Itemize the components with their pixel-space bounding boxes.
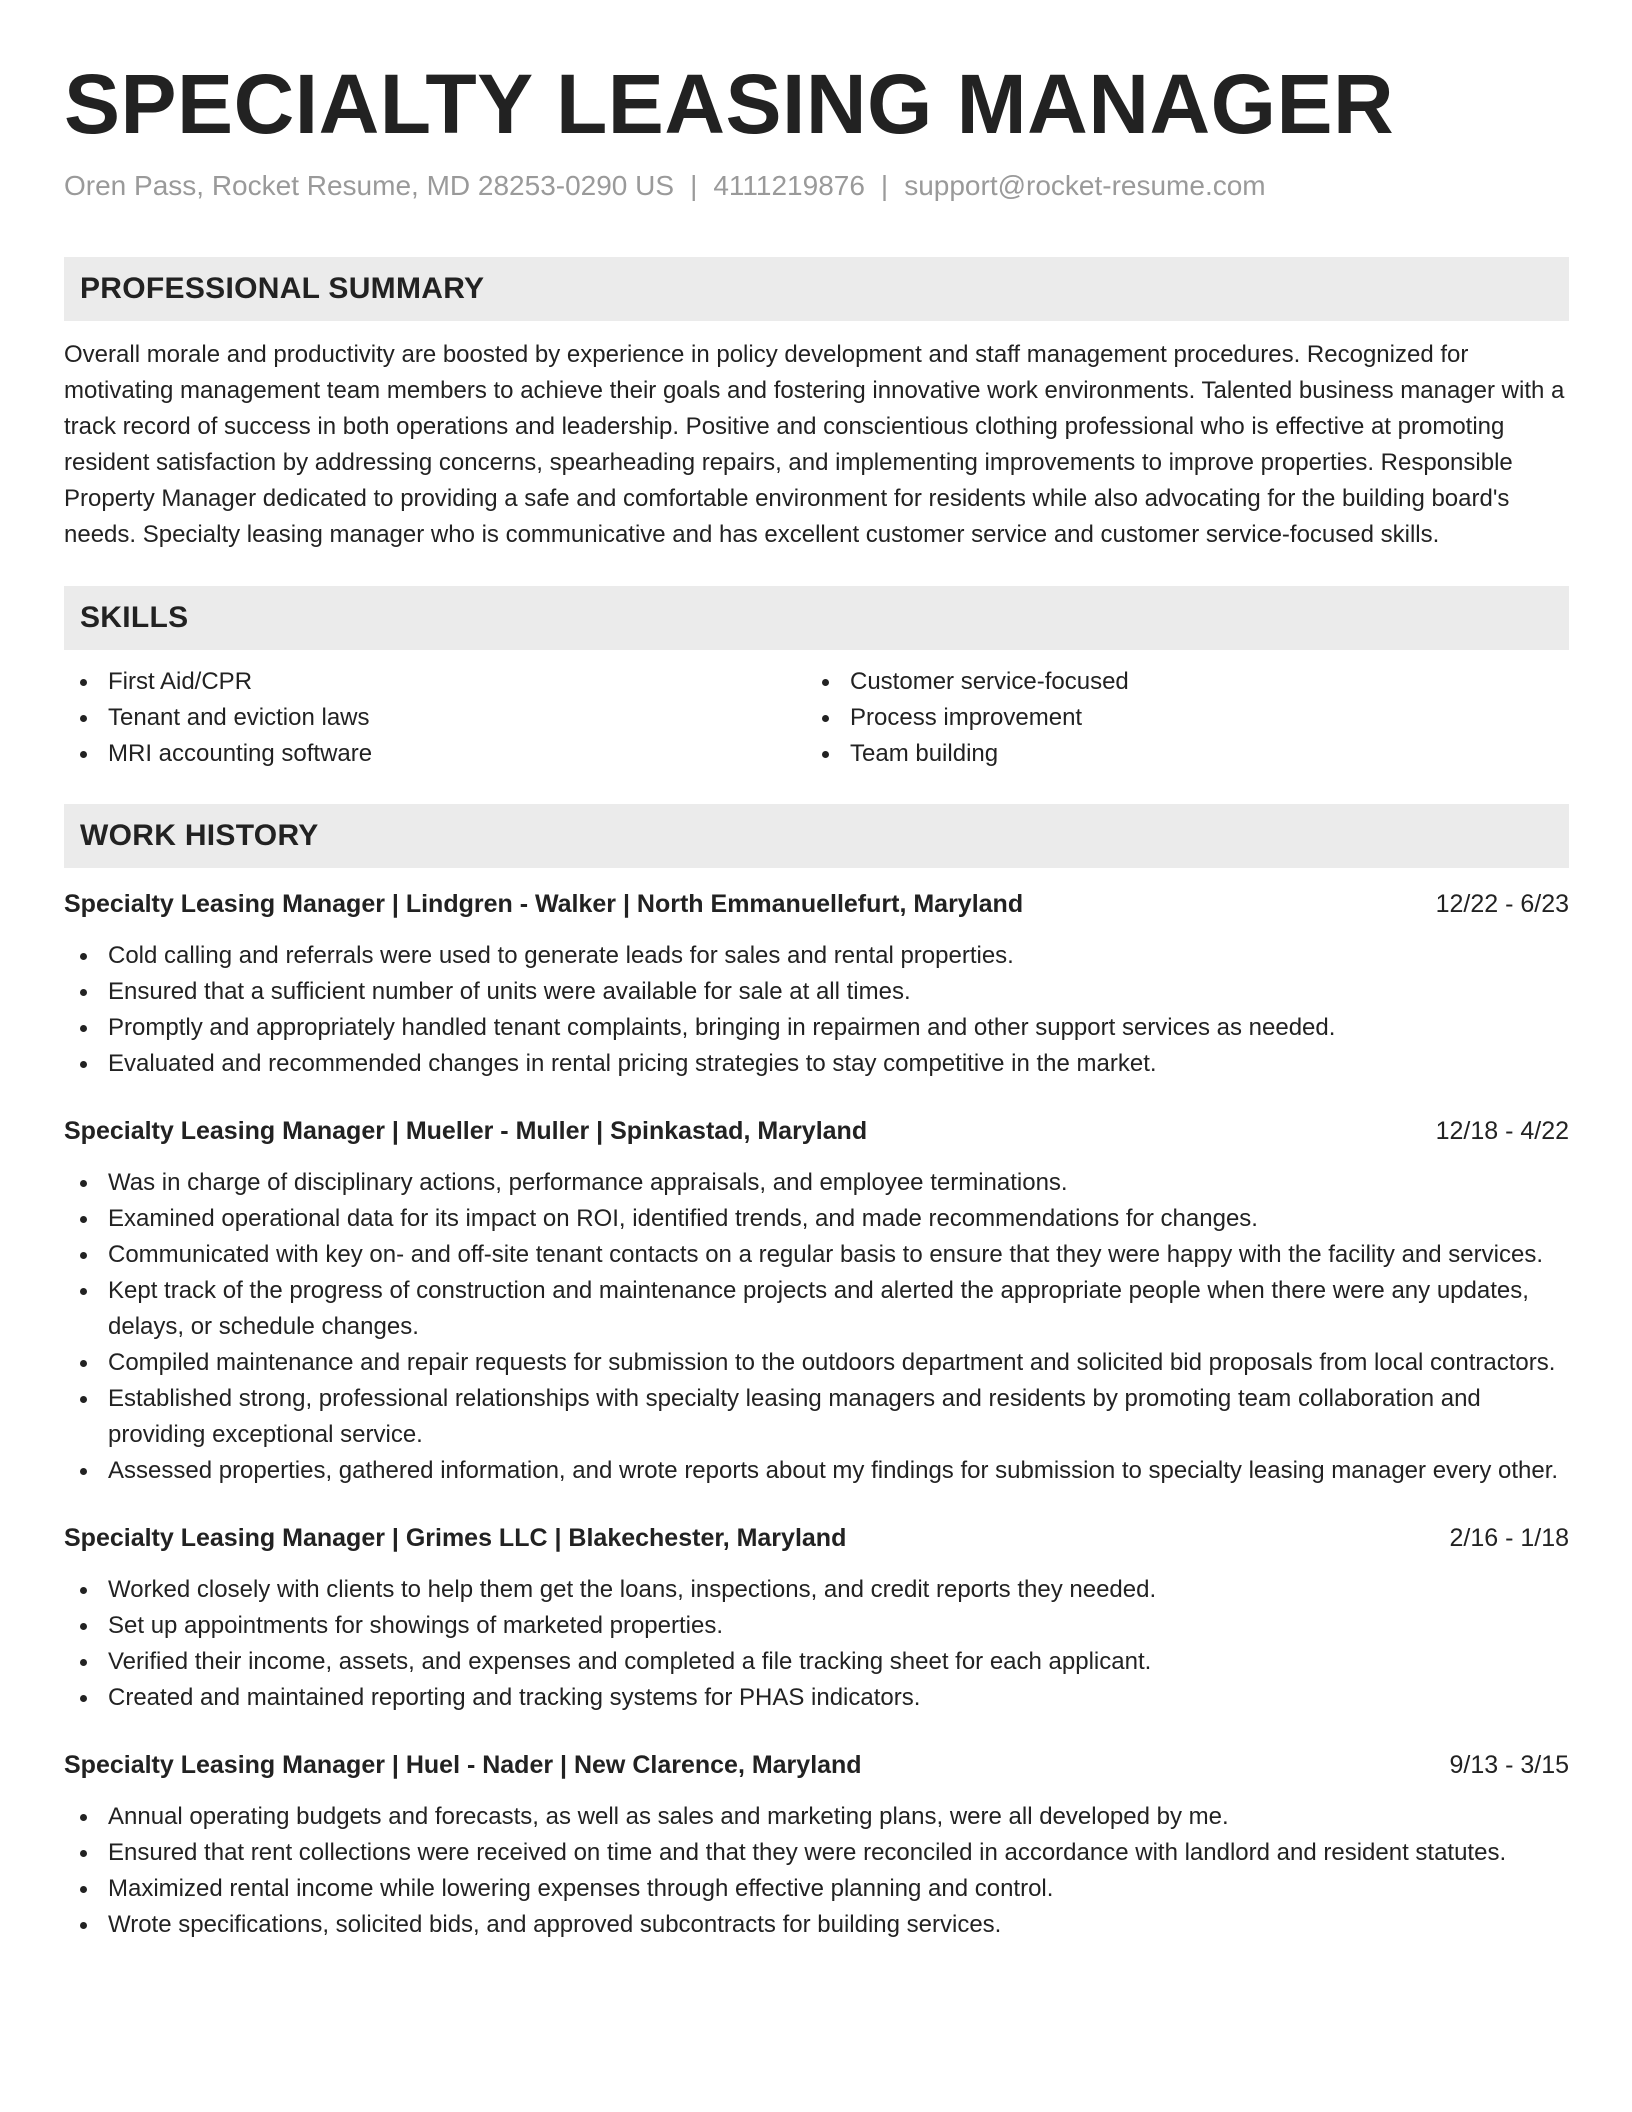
job-bullet: Cold calling and referrals were used to generate leads for sales and rental properties.: [64, 938, 1569, 974]
skill-item: Process improvement: [806, 700, 1548, 736]
skill-item: Team building: [806, 736, 1548, 772]
section-header-skills: SKILLS: [64, 586, 1569, 650]
job-bullet: Annual operating budgets and forecasts, as well as sales and marketing plans, were all developed by me.: [64, 1799, 1569, 1835]
job-bullet: Verified their income, assets, and expenses and completed a file tracking sheet for each applicant.: [64, 1644, 1569, 1680]
job-title: Specialty Leasing Manager | Huel - Nader | New Clarence, Maryland: [64, 1751, 862, 1779]
contact-separator: |: [690, 170, 698, 201]
job-dates: 12/22 - 6/23: [1435, 890, 1569, 918]
skill-item: First Aid/CPR: [64, 664, 806, 700]
job-dates: 2/16 - 1/18: [1449, 1524, 1569, 1552]
job-title: Specialty Leasing Manager | Grimes LLC | Blakechester, Maryland: [64, 1524, 847, 1552]
job-bullets: [64, 1572, 1569, 1716]
contact-email: support@rocket-resume.com: [904, 170, 1266, 201]
skill-item: MRI accounting software: [64, 736, 806, 772]
job-header: [64, 1747, 1569, 1783]
job-bullet: Compiled maintenance and repair requests for submission to the outdoors department and solicited bid proposals from local contractors.: [64, 1345, 1569, 1381]
contact-separator: |: [880, 170, 889, 201]
job-header: [64, 1520, 1569, 1556]
job-bullet: Promptly and appropriately handled tenant complaints, bringing in repairmen and other support services as needed.: [64, 1010, 1569, 1046]
job-bullet: Evaluated and recommended changes in rental pricing strategies to stay competitive in the market.: [64, 1046, 1569, 1082]
skill-item: Customer service-focused: [806, 664, 1548, 700]
job-entry: [64, 1747, 1569, 1943]
job-bullet: Examined operational data for its impact on ROI, identified trends, and made recommendations for changes.: [64, 1201, 1569, 1237]
job-bullet: Created and maintained reporting and tracking systems for PHAS indicators.: [64, 1680, 1569, 1716]
section-header-summary: PROFESSIONAL SUMMARY: [64, 257, 1569, 321]
contact-line: [64, 168, 1569, 204]
job-dates: 12/18 - 4/22: [1435, 1117, 1569, 1145]
contact-phone: 4111219876: [713, 170, 865, 201]
job-bullet: Communicated with key on- and off-site tenant contacts on a regular basis to ensure that they were happy with the facility and services.: [64, 1237, 1569, 1273]
job-bullet: Kept track of the progress of construction and maintenance projects and alerted the appropriate people when there were any updates, delays, or schedule changes.: [64, 1273, 1569, 1345]
job-bullet: Worked closely with clients to help them get the loans, inspections, and credit reports they needed.: [64, 1572, 1569, 1608]
job-dates: 9/13 - 3/15: [1449, 1751, 1569, 1779]
resume-title: SPECIALTY LEASING MANAGER: [64, 57, 1395, 151]
job-bullet: Ensured that rent collections were received on time and that they were reconciled in accordance with landlord and resident statutes.: [64, 1835, 1569, 1871]
contact-address: Oren Pass, Rocket Resume, MD 28253-0290 US: [64, 170, 675, 201]
job-bullets: [64, 1799, 1569, 1943]
section-header-work-history: WORK HISTORY: [64, 804, 1569, 868]
job-bullet: Maximized rental income while lowering expenses through effective planning and control.: [64, 1871, 1569, 1907]
job-bullet: Established strong, professional relationships with specialty leasing managers and residents by promoting team collaboration and providing exceptional service.: [64, 1381, 1569, 1453]
job-bullets: [64, 1165, 1569, 1489]
job-header: [64, 886, 1569, 922]
skills-list: [64, 664, 1569, 772]
job-bullet: Wrote specifications, solicited bids, and approved subcontracts for building services.: [64, 1907, 1569, 1943]
job-entry: [64, 1520, 1569, 1716]
job-bullet: Assessed properties, gathered information, and wrote reports about my findings for submission to specialty leasing manager every other.: [64, 1453, 1569, 1489]
job-entry: [64, 886, 1569, 1082]
job-bullet: Was in charge of disciplinary actions, performance appraisals, and employee terminations.: [64, 1165, 1569, 1201]
job-header: [64, 1113, 1569, 1149]
skills-column-right: [806, 664, 1548, 772]
skill-item: Tenant and eviction laws: [64, 700, 806, 736]
job-entry: [64, 1113, 1569, 1489]
job-bullet: Set up appointments for showings of marketed properties.: [64, 1608, 1569, 1644]
job-title: Specialty Leasing Manager | Mueller - Muller | Spinkastad, Maryland: [64, 1117, 868, 1145]
job-bullet: Ensured that a sufficient number of units were available for sale at all times.: [64, 974, 1569, 1010]
skills-column-left: [64, 664, 806, 772]
summary-text: Overall morale and productivity are boosted by experience in policy development and staff management procedures. Recognized for motivating management team members to achieve their goals and fostering innovative work environments. Talented business manager with a track record of success in both operations and leadership. Positive and conscientious clothing professional who is effective at promoting resident satisfaction by addressing concerns, spearheading repairs, and implementing improvements to improve properties. Responsible Property Manager dedicated to providing a safe and comfortable environment for residents while also advocating for the building board's needs. Specialty leasing manager who is communicative and has excellent customer service and customer service-focused skills.: [64, 341, 1565, 548]
job-bullets: [64, 938, 1569, 1082]
job-title: Specialty Leasing Manager | Lindgren - Walker | North Emmanuellefurt, Maryland: [64, 890, 1024, 918]
